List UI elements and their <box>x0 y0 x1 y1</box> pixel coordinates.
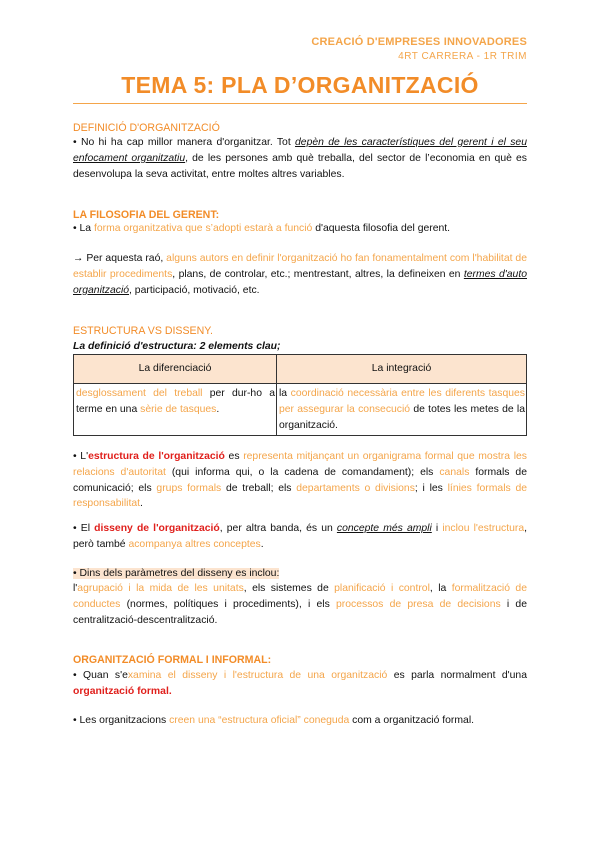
text-run-highlight: planificació i control <box>334 583 430 594</box>
paragraph-filosofia-1 <box>73 221 527 237</box>
text-run: (normes, polítiques i procediments), i els <box>120 598 337 610</box>
text-run-highlight: creen una “estructura oficial” coneguda <box>169 715 350 726</box>
text-run-highlight: departaments o divisions <box>296 482 415 494</box>
paragraph-formal-2 <box>73 713 527 729</box>
text-run: per dur-ho a terme en una <box>76 388 275 415</box>
text-run: ; i les <box>414 482 448 494</box>
text-run-highlight: representa mitjançant un organigrama formal que mostra les relacions d'autoritat <box>73 451 527 478</box>
text-run: es parla normalment d'una <box>387 670 527 681</box>
text-run: • La <box>73 223 94 234</box>
text-run: de treball; els <box>221 482 297 494</box>
section-heading-estructura: ESTRUCTURA VS DISSENY. <box>73 325 213 337</box>
text-run: , participació, motivació, etc. <box>129 284 260 296</box>
text-run: • No hi ha cap millor manera d'organitzar. Tot <box>73 137 296 148</box>
parametres-label <box>73 566 527 582</box>
text-run-highlight: alguns autors en definir l'organització ho fan fonamentalment com l'habilitat de establir procediments <box>73 253 527 280</box>
paragraph-estructura <box>73 449 527 512</box>
text-run: → Per aquesta raó, <box>73 253 167 264</box>
text-run-red-bold: estructura de l'organització <box>88 451 225 462</box>
paragraph-filosofia-2 <box>73 251 527 298</box>
paragraph-disseny <box>73 521 527 553</box>
text-run: d'aquesta filosofia del gerent. <box>312 223 451 234</box>
highlighted-label: • Dins dels paràmetres del disseny es inclou: <box>73 568 280 579</box>
comparison-table <box>73 354 527 436</box>
text-run: , de les persones amb què treballa, del sector de l’economia en què es desenvolupa la seva activitat, entre moltes altres variables. <box>73 152 527 180</box>
text-run-highlight: coordinació necessària entre les diferents tasques per assegurar la consecució <box>279 388 525 415</box>
text-run: , plans, de controlar, etc.; mentrestant, altres, la defineixen en <box>172 268 464 280</box>
text-run-highlight: grups formals <box>156 482 222 494</box>
text-run: • El <box>73 523 95 534</box>
table-header-integracio: La integració <box>277 355 527 384</box>
paragraph-definicio <box>73 135 527 182</box>
section-heading-formal-informal: ORGANITZACIÓ FORMAL I INFORMAL: <box>73 654 272 666</box>
text-run-highlight: xamina el disseny i l'estructura de una organització <box>127 670 388 681</box>
table-cell-integracio <box>277 384 527 436</box>
text-run: , per altra banda, és un <box>219 523 337 534</box>
title-divider <box>73 103 527 104</box>
text-run-highlight: desglossament del treball <box>76 388 203 399</box>
text-run: l' <box>73 583 78 594</box>
text-run: • L' <box>73 451 89 462</box>
text-run-underlined: depèn de les característiques del gerent i el seu enfocament organitzatiu <box>73 137 527 164</box>
text-run-highlight: acompanya altres conceptes <box>128 538 261 550</box>
text-run: , els sistemes de <box>243 583 335 594</box>
text-run: i de centralització-descentralització. <box>73 598 527 626</box>
course-term: 4RT CARRERA - 1R TRIM <box>398 51 527 62</box>
subheading-definicio-estructura: La definició d'estructura: 2 elements clau; <box>73 341 281 352</box>
table-cell-diferenciacio <box>74 384 277 436</box>
page-title: TEMA 5: PLA D’ORGANITZACIÓ <box>121 72 479 98</box>
text-run-highlight: canals <box>439 466 470 478</box>
text-run: . <box>140 498 143 510</box>
text-run: , però també <box>73 523 527 550</box>
text-run: formals de comunicació; els <box>73 466 527 494</box>
course-name: CREACIÓ D'EMPRESES INNOVADORES <box>311 36 527 48</box>
text-run: com a organització formal. <box>349 715 475 726</box>
table-row <box>74 384 527 436</box>
text-run: . <box>216 403 220 415</box>
text-run: es <box>224 451 244 462</box>
paragraph-formal-1 <box>73 668 527 700</box>
text-run: • Les organitzacions <box>73 715 170 726</box>
table-header-row <box>74 355 527 384</box>
text-run: i <box>431 523 443 534</box>
text-run-underlined: concepte més ampli <box>336 523 432 534</box>
text-run: (qui informa qui, o la cadena de comandament); els <box>165 466 440 478</box>
text-run-highlight: inclou l'estructura <box>442 523 525 534</box>
text-run-underlined: termes d'auto organització <box>73 268 527 296</box>
text-run: la <box>279 388 291 399</box>
text-run-highlight: sèrie de tasques <box>140 403 217 415</box>
text-run-highlight: agrupació i la mida de les unitats <box>77 583 244 594</box>
table-header-diferenciacio: La diferenciació <box>74 355 277 384</box>
text-run: . <box>260 538 264 550</box>
text-run-red-bold: organització formal. <box>73 685 172 697</box>
text-run: • Quan s'e <box>73 670 128 681</box>
text-run-highlight: línies formals de responsabilitat <box>73 482 527 510</box>
text-run-highlight: forma organitzativa que s’adopti estarà a funció <box>93 223 313 234</box>
text-run: de totes les metes de la organització. <box>279 403 525 431</box>
text-run-highlight: formalització de conductes <box>73 583 527 610</box>
section-heading-filosofia: LA FILOSOFIA DEL GERENT: <box>73 209 220 221</box>
paragraph-parametres <box>73 581 527 628</box>
text-run: , la <box>429 583 452 594</box>
text-run-red-bold: disseny de l'organització <box>94 523 220 534</box>
text-run-highlight: processos de presa de decisions <box>336 598 501 610</box>
section-heading-definicio: DEFINICIÓ D'ORGANITZACIÓ <box>73 122 220 134</box>
